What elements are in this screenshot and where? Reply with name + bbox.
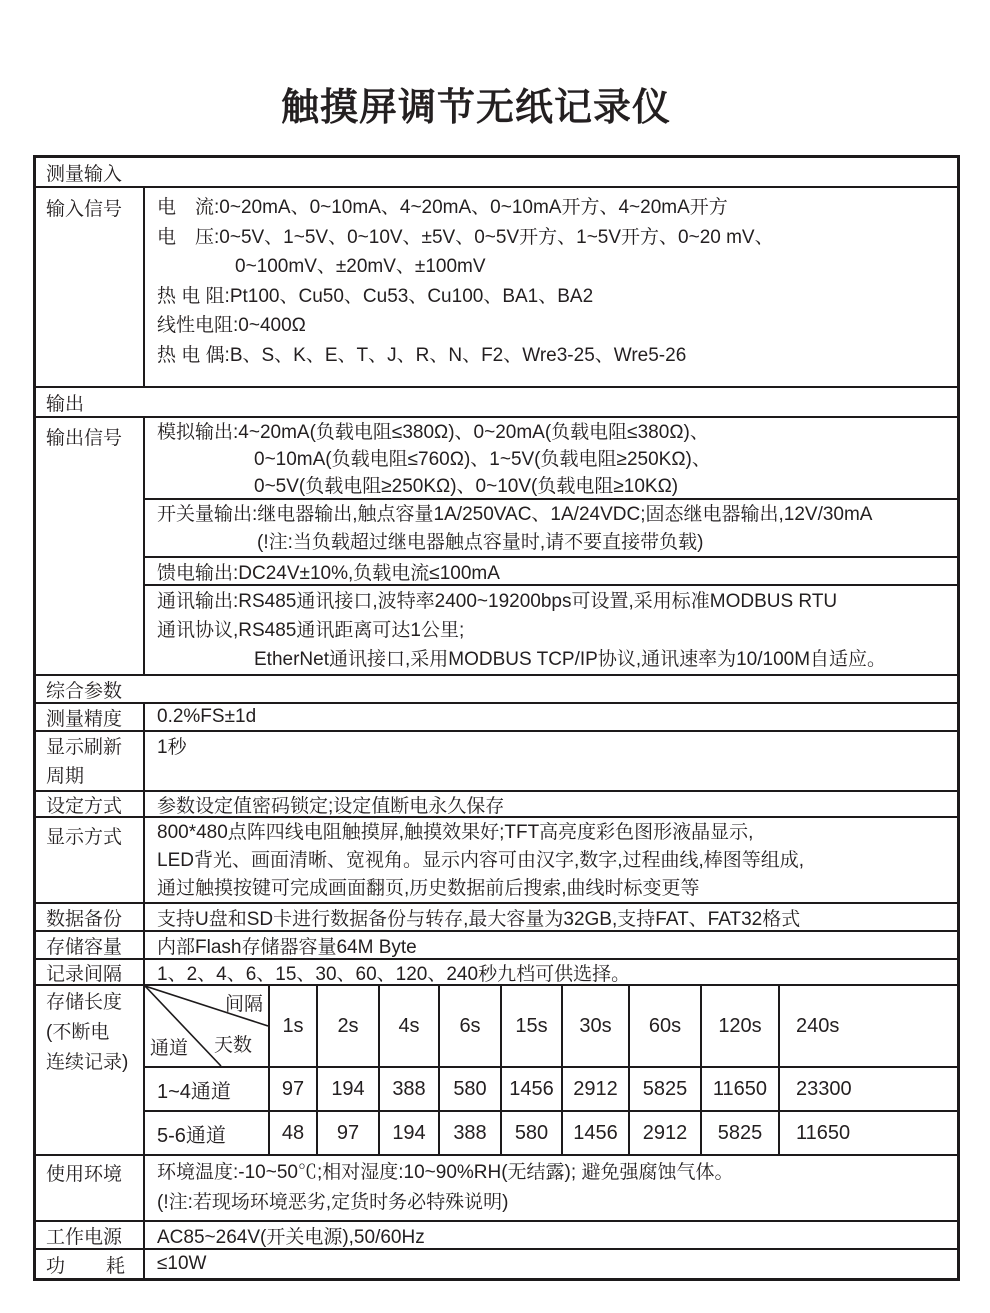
relay-output-cell [145, 500, 957, 558]
spec-line-voltage-cont: 0~100mV、±20mV、±100mV [235, 256, 486, 277]
storage-data-row-ch5-6 [145, 1112, 957, 1154]
storage-capacity-value: 内部Flash存储器容量64M Byte [157, 936, 417, 958]
storage-days-cell: 5825 [702, 1112, 780, 1154]
record-interval-label: 记录间隔 [36, 960, 145, 984]
accuracy-label: 测量精度 [36, 704, 145, 730]
storage-label-line3: 连续记录) [46, 1052, 129, 1073]
row-input-signal [36, 188, 957, 388]
analog-output-cell [145, 418, 957, 500]
storage-days-cell: 1456 [563, 1112, 630, 1154]
storage-table [145, 986, 957, 1154]
output-signal-label: 输出信号 [36, 418, 145, 674]
storage-corner-cell [145, 986, 270, 1066]
display-line-2: LED背光、画面清晰、宽视角。显示内容可由汉字,数字,过程曲线,棒图等组成, [157, 850, 805, 871]
corner-label-days: 天数 [214, 1035, 253, 1056]
storage-interval-cell: 240s [796, 1014, 840, 1037]
storage-interval-cell: 120s [702, 986, 780, 1066]
storage-interval-cell: 60s [630, 986, 702, 1066]
storage-days-cell: 194 [380, 1112, 440, 1154]
input-signal-label: 输入信号 [36, 188, 145, 386]
environment-value [145, 1156, 957, 1220]
storage-label-line1: 存储长度 [46, 992, 123, 1013]
storage-interval-cell: 4s [380, 986, 440, 1066]
display-line-3: 通过触摸按键可完成画面翻页,历史数据前后搜索,曲线时标变更等 [157, 878, 700, 899]
spec-line-comm-ethernet: EtherNet通讯接口,采用MODBUS TCP/IP协议,通讯速率为10/100M自适应。 [254, 649, 887, 670]
refresh-cycle-value [145, 732, 957, 790]
row-accuracy [36, 704, 957, 732]
storage-row-label: 5-6通道 [145, 1112, 270, 1154]
refresh-label-line1: 显示刷新 [46, 737, 123, 758]
storage-data-row-ch1-4 [145, 1068, 957, 1112]
storage-label-line2: (不断电 [46, 1022, 110, 1043]
refresh-label-line2: 周期 [46, 766, 85, 787]
power-supply-label: 工作电源 [36, 1222, 145, 1248]
section-header-output: 输出 [36, 388, 957, 418]
page-title: 触摸屏调节无纸记录仪 [280, 87, 671, 129]
spec-line-analog-1: 模拟输出:4~20mA(负载电阻≤380Ω)、0~20mA(负载电阻≤380Ω)、 [157, 422, 709, 443]
row-environment [36, 1156, 957, 1222]
storage-days-cell: 11650 [796, 1121, 851, 1144]
corner-label-interval: 间隔 [224, 994, 263, 1015]
storage-capacity-label: 存储容量 [36, 932, 145, 958]
storage-days-cell: 97 [270, 1068, 318, 1110]
storage-days-cell: 580 [502, 1112, 563, 1154]
spec-line-comm-2: 通讯协议,RS485通讯距离可达1公里; [157, 620, 465, 641]
spec-line-voltage: 电 压:0~5V、1~5V、0~10V、±5V、0~5V开方、1~5V开方、0~20 mV、 [157, 226, 774, 248]
row-power-supply [36, 1222, 957, 1250]
spec-line-feed: 馈电输出:DC24V±10%,负载电流≤100mA [157, 562, 500, 584]
display-mode-value [145, 818, 957, 902]
storage-interval-cell: 1s [270, 986, 318, 1066]
power-consumption-value: ≤10W [157, 1253, 207, 1274]
row-storage-length [36, 986, 957, 1156]
section-header-measurement-input: 测量输入 [36, 158, 957, 188]
storage-interval-cell: 15s [502, 986, 563, 1066]
consumption-label-char1: 功 [46, 1255, 66, 1277]
spec-line-analog-3: 0~5V(负载电阻≥250KΩ)、0~10V(负载电阻≥10KΩ) [254, 476, 679, 497]
spec-table [33, 155, 960, 1281]
spec-line-linear-resistance: 线性电阻:0~400Ω [157, 315, 306, 336]
output-signal-content [145, 418, 957, 674]
feed-output-cell [145, 558, 957, 586]
storage-days-cell: 5825 [630, 1068, 702, 1110]
spec-line-rtd: 热 电 阻:Pt100、Cu50、Cu53、Cu100、BA1、BA2 [157, 285, 594, 307]
row-setting-mode [36, 792, 957, 818]
environment-label: 使用环境 [36, 1156, 145, 1220]
display-mode-label: 显示方式 [36, 818, 145, 902]
setting-mode-value: 参数设定值密码锁定;设定值断电永久保存 [157, 795, 505, 817]
storage-days-cell: 1456 [502, 1068, 563, 1110]
spec-line-comm-1: 通讯输出:RS485通讯接口,波特率2400~19200bps可设置,采用标准MODBUS RTU [157, 591, 838, 612]
storage-days-cell: 194 [318, 1068, 380, 1110]
spec-line-current: 电 流:0~20mA、0~10mA、4~20mA、0~10mA开方、4~20mA开方 [157, 197, 728, 218]
refresh-value-line: 1秒 [157, 737, 187, 758]
storage-interval-cell: 6s [440, 986, 502, 1066]
row-display-mode [36, 818, 957, 904]
storage-length-label [36, 986, 145, 1154]
spec-line-thermocouple: 热 电 偶:B、S、K、E、T、J、R、N、F2、Wre3-25、Wre5-26 [157, 344, 687, 366]
storage-days-cell: 2912 [630, 1112, 702, 1154]
environment-line-note: (!注:若现场环境恶劣,定货时务必特殊说明) [157, 1192, 509, 1213]
row-power-consumption [36, 1250, 957, 1278]
setting-mode-label: 设定方式 [36, 792, 145, 816]
row-refresh-cycle [36, 732, 957, 792]
power-consumption-label [36, 1250, 145, 1278]
storage-row-label: 1~4通道 [145, 1068, 270, 1110]
spec-line-relay-1: 开关量输出:继电器输出,触点容量1A/250VAC、1A/24VDC;固态继电器输出,12V/30mA [157, 504, 873, 525]
environment-line-1: 环境温度:-10~50℃;相对湿度:10~90%RH(无结露); 避免强腐蚀气体。 [157, 1162, 734, 1183]
display-line-1: 800*480点阵四线电阻触摸屏,触摸效果好;TFT高亮度彩色图形液晶显示, [157, 822, 754, 843]
storage-days-cell: 11650 [702, 1068, 780, 1110]
consumption-label-char2: 耗 [105, 1255, 125, 1277]
comm-output-cell [145, 586, 957, 674]
record-interval-value: 1、2、4、6、15、30、60、120、240秒九档可供选择。 [157, 963, 631, 985]
input-signal-value [145, 188, 957, 386]
row-output-signal [36, 418, 957, 676]
storage-days-cell: 23300 [796, 1077, 852, 1100]
accuracy-value: 0.2%FS±1d [157, 706, 257, 727]
storage-days-cell: 388 [440, 1112, 502, 1154]
storage-interval-cell: 30s [563, 986, 630, 1066]
storage-interval-cell: 2s [318, 986, 380, 1066]
refresh-cycle-label [36, 732, 145, 790]
row-record-interval [36, 960, 957, 986]
section-header-general-params: 综合参数 [36, 676, 957, 704]
row-data-backup [36, 904, 957, 932]
row-storage-capacity [36, 932, 957, 960]
storage-header-row [145, 986, 957, 1068]
storage-days-cell: 2912 [563, 1068, 630, 1110]
data-backup-label: 数据备份 [36, 904, 145, 930]
storage-days-cell: 97 [318, 1112, 380, 1154]
corner-label-channel: 通道 [150, 1038, 189, 1059]
storage-days-cell: 388 [380, 1068, 440, 1110]
spec-line-relay-note: (!注:当负载超过继电器触点容量时,请不要直接带负载) [257, 532, 704, 553]
storage-days-cell: 580 [440, 1068, 502, 1110]
power-supply-value: AC85~264V(开关电源),50/60Hz [157, 1226, 425, 1248]
spec-line-analog-2: 0~10mA(负载电阻≤760Ω)、1~5V(负载电阻≥250KΩ)、 [254, 449, 711, 470]
data-backup-value: 支持U盘和SD卡进行数据备份与转存,最大容量为32GB,支持FAT、FAT32格式 [157, 908, 801, 930]
storage-days-cell: 48 [270, 1112, 318, 1154]
